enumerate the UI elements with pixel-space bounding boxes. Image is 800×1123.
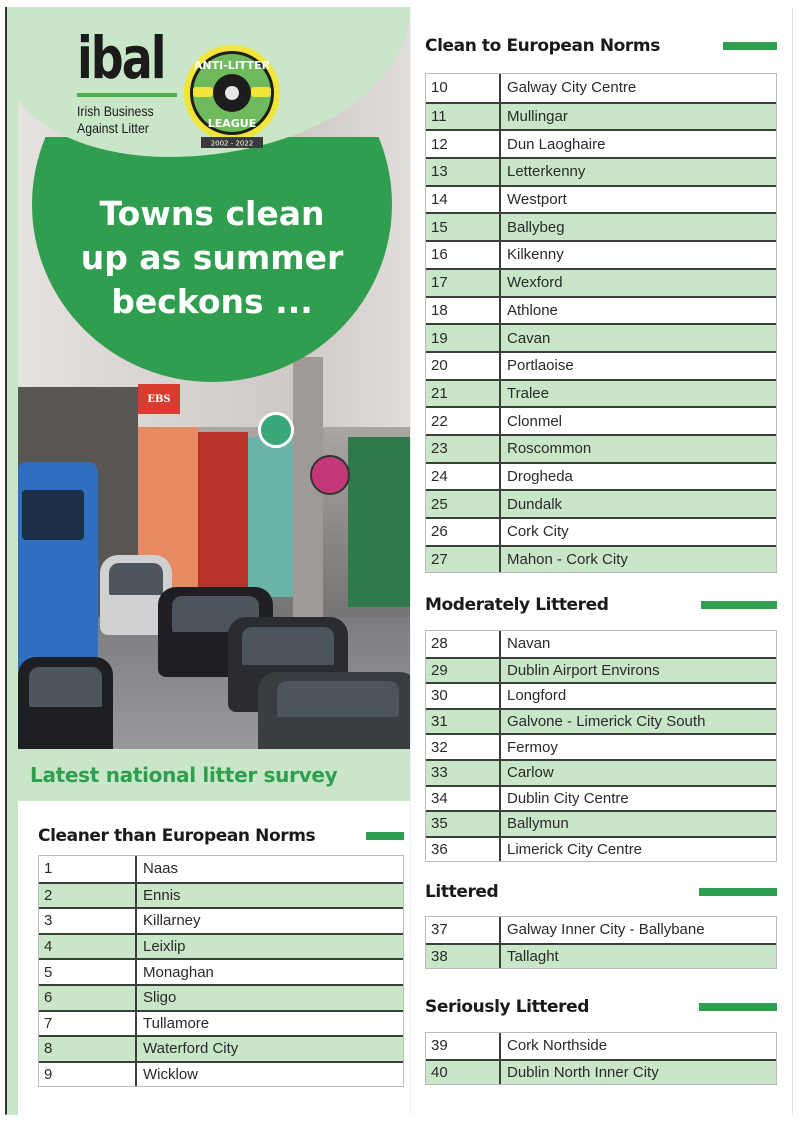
rank-number: 24 xyxy=(426,464,501,490)
rank-number: 30 xyxy=(426,684,501,708)
svg-text:ANTI-LITTER: ANTI-LITTER xyxy=(193,59,271,72)
town-name: Naas xyxy=(143,860,179,878)
section-seriously-littered xyxy=(425,994,777,1085)
table-row xyxy=(426,212,776,240)
headline-line-2: up as summer xyxy=(80,238,344,277)
rank-number: 14 xyxy=(426,187,501,213)
logo-rule xyxy=(77,93,177,97)
table-row xyxy=(426,323,776,351)
rank-table xyxy=(425,73,777,573)
table-row xyxy=(426,836,776,862)
section-accent-bar xyxy=(699,1003,777,1011)
town-name: Galway Inner City - Ballybane xyxy=(507,921,705,939)
rank-number: 9 xyxy=(39,1063,137,1087)
town-name: Navan xyxy=(507,635,551,653)
table-row xyxy=(426,351,776,379)
table-row xyxy=(426,129,776,157)
rank-number: 13 xyxy=(426,159,501,185)
bus xyxy=(18,462,98,672)
town-name: Kilkenny xyxy=(507,246,564,264)
table-row xyxy=(426,434,776,462)
rank-number: 28 xyxy=(426,631,501,657)
rank-number: 4 xyxy=(39,935,137,959)
town-name: Drogheda xyxy=(507,467,573,485)
town-name: Dundalk xyxy=(507,495,563,513)
rank-table xyxy=(425,630,777,862)
pink-shop-sign xyxy=(310,455,350,495)
rank-number: 33 xyxy=(426,761,501,785)
town-name: Portlaoise xyxy=(507,357,574,375)
rank-number: 16 xyxy=(426,242,501,268)
rank-number: 23 xyxy=(426,436,501,462)
rank-number: 39 xyxy=(426,1033,501,1059)
town-name: Athlone xyxy=(507,301,558,319)
town-name: Cork City xyxy=(507,523,569,541)
rank-number: 15 xyxy=(426,214,501,240)
table-row xyxy=(426,102,776,130)
svg-text:LEAGUE: LEAGUE xyxy=(207,117,257,130)
car xyxy=(18,657,113,751)
rank-number: 20 xyxy=(426,353,501,379)
table-row xyxy=(39,907,403,933)
town-name: Tralee xyxy=(507,384,549,402)
table-row xyxy=(426,185,776,213)
table-row xyxy=(426,157,776,185)
rank-number: 21 xyxy=(426,381,501,407)
rank-number: 25 xyxy=(426,491,501,517)
ibal-logo: ibal xyxy=(77,24,165,92)
town-name: Fermoy xyxy=(507,738,558,756)
table-row xyxy=(426,406,776,434)
table-row xyxy=(426,785,776,811)
town-name: Ballybeg xyxy=(507,218,565,236)
rank-table xyxy=(425,916,777,969)
rank-number: 10 xyxy=(426,74,501,102)
rank-number: 40 xyxy=(426,1061,501,1085)
table-row xyxy=(426,379,776,407)
table-row xyxy=(426,943,776,969)
rank-number: 6 xyxy=(39,986,137,1010)
table-row xyxy=(39,1010,403,1036)
rank-number: 32 xyxy=(426,735,501,759)
rank-number: 11 xyxy=(426,104,501,130)
town-name: Roscommon xyxy=(507,440,592,458)
table-row xyxy=(426,682,776,708)
table-row xyxy=(426,489,776,517)
rank-table xyxy=(425,1032,777,1085)
rank-number: 12 xyxy=(426,131,501,157)
table-row xyxy=(426,759,776,785)
town-name: Galway City Centre xyxy=(507,79,637,97)
town-name: Wicklow xyxy=(143,1066,198,1084)
town-name: Waterford City xyxy=(143,1040,239,1058)
section-title: Seriously Littered xyxy=(425,997,590,1017)
rank-number: 34 xyxy=(426,787,501,811)
table-row xyxy=(426,631,776,657)
section-littered xyxy=(425,879,777,969)
rank-number: 19 xyxy=(426,325,501,351)
town-name: Longford xyxy=(507,687,567,705)
table-row xyxy=(426,733,776,759)
town-name: Cork Northside xyxy=(507,1037,608,1055)
rank-number: 2 xyxy=(39,884,137,908)
table-row xyxy=(426,296,776,324)
town-name: Dublin City Centre xyxy=(507,789,629,807)
town-name: Killarney xyxy=(143,912,201,930)
table-row xyxy=(426,545,776,573)
rank-number: 8 xyxy=(39,1037,137,1061)
section-accent-bar xyxy=(366,832,404,840)
town-name: Dublin Airport Environs xyxy=(507,661,660,679)
rank-number: 27 xyxy=(426,547,501,573)
town-name: Galvone - Limerick City South xyxy=(507,713,706,731)
table-row xyxy=(426,708,776,734)
table-row xyxy=(39,933,403,959)
town-name: Mullingar xyxy=(507,108,568,126)
section-clean-to-european-norms xyxy=(425,33,777,573)
town-name: Dublin North Inner City xyxy=(507,1063,659,1081)
hale-sign xyxy=(258,412,294,448)
section-moderately-littered xyxy=(425,592,777,862)
town-name: Monaghan xyxy=(143,963,214,981)
town-name: Leixlip xyxy=(143,938,186,956)
table-row xyxy=(39,1035,403,1061)
town-name: Ennis xyxy=(143,886,181,904)
town-name: Ballymun xyxy=(507,815,569,833)
ebs-sign: EBS xyxy=(138,384,180,414)
anti-litter-league-badge-icon xyxy=(179,43,285,149)
town-name: Wexford xyxy=(507,274,563,292)
ibal-subtitle-line2: Against Litter xyxy=(77,120,149,136)
rank-number: 22 xyxy=(426,408,501,434)
section-accent-bar xyxy=(699,888,777,896)
rank-number: 38 xyxy=(426,945,501,969)
rank-number: 18 xyxy=(426,298,501,324)
town-name: Clonmel xyxy=(507,412,563,430)
section-title: Moderately Littered xyxy=(425,595,609,615)
table-row xyxy=(39,1061,403,1087)
town-name: Letterkenny xyxy=(507,163,586,181)
headline-line-1: Towns clean xyxy=(99,194,325,233)
table-row xyxy=(39,958,403,984)
rank-number: 35 xyxy=(426,812,501,836)
table-row xyxy=(426,1033,776,1059)
rank-number: 1 xyxy=(39,856,137,882)
table-row xyxy=(426,268,776,296)
rank-number: 7 xyxy=(39,1012,137,1036)
rank-number: 26 xyxy=(426,519,501,545)
section-accent-bar xyxy=(723,42,777,50)
ibal-subtitle-line1: Irish Business xyxy=(77,103,154,119)
rank-table xyxy=(38,855,404,1087)
rank-number: 29 xyxy=(426,659,501,683)
headline-line-3: beckons ... xyxy=(111,282,313,321)
rank-number: 5 xyxy=(39,960,137,984)
rank-number: 3 xyxy=(39,909,137,933)
page-headline xyxy=(47,192,377,324)
town-name: Sligo xyxy=(143,989,177,1007)
table-row xyxy=(426,74,776,102)
town-name: Tullamore xyxy=(143,1014,210,1032)
section-title: Clean to European Norms xyxy=(425,36,660,56)
table-row xyxy=(426,517,776,545)
town-name: Mahon - Cork City xyxy=(507,551,628,569)
table-row xyxy=(426,1059,776,1085)
car xyxy=(258,672,410,751)
table-row xyxy=(426,657,776,683)
town-name: Carlow xyxy=(507,764,554,782)
section-cleaner-than-european-norms xyxy=(38,823,404,1087)
town-name: Cavan xyxy=(507,329,551,347)
ibal-subtitle xyxy=(77,103,154,137)
table-row xyxy=(39,882,403,908)
town-name: Limerick City Centre xyxy=(507,841,643,859)
table-row xyxy=(426,917,776,943)
survey-band xyxy=(18,749,410,801)
table-row xyxy=(39,984,403,1010)
rank-number: 31 xyxy=(426,710,501,734)
table-row xyxy=(426,462,776,490)
rank-number: 36 xyxy=(426,838,501,862)
section-title: Cleaner than European Norms xyxy=(38,826,316,846)
table-row xyxy=(426,810,776,836)
survey-title: Latest national litter survey xyxy=(30,763,338,787)
section-title: Littered xyxy=(425,882,499,902)
rank-number: 37 xyxy=(426,917,501,943)
town-name: Westport xyxy=(507,191,567,209)
section-accent-bar xyxy=(701,601,777,609)
table-row xyxy=(39,856,403,882)
table-row xyxy=(426,240,776,268)
svg-text:2002 - 2022: 2002 - 2022 xyxy=(210,139,254,148)
town-name: Tallaght xyxy=(507,947,559,965)
town-name: Dun Laoghaire xyxy=(507,135,606,153)
rank-number: 17 xyxy=(426,270,501,296)
